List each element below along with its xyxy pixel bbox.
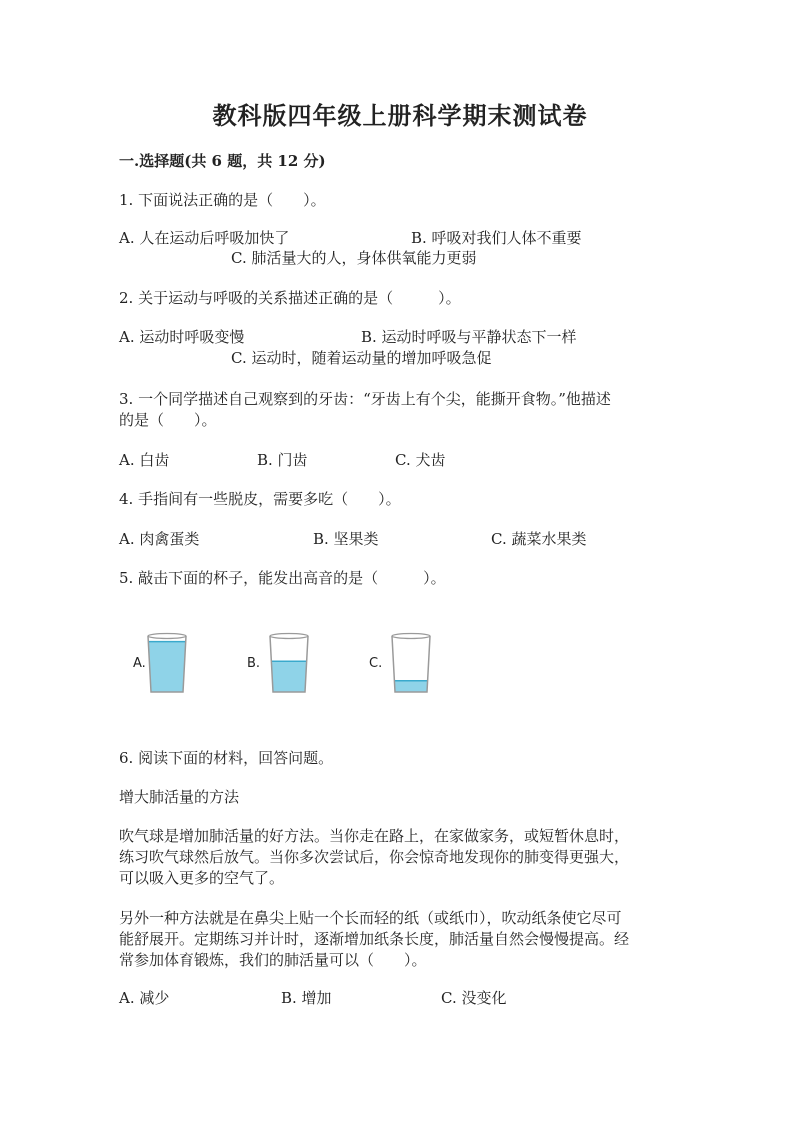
glass-rim [270,634,308,639]
q4-option-c[interactable]: C. 蔬菜水果类 [491,530,587,548]
glass-rim [392,634,430,639]
q3-stem-line1: 3. 一个同学描述自己观察到的牙齿：“牙齿上有个尖，能撕开食物。”他描述 [119,390,611,408]
q2-option-b[interactable]: B. 运动时呼吸与平静状态下一样 [361,328,577,346]
q6-stem: 6. 阅读下面的材料，回答问题。 [119,749,334,767]
q6-option-a[interactable]: A. 减少 [119,989,170,1007]
q3-stem-line2: 的是（ ）。 [119,411,217,429]
q6-option-c[interactable]: C. 没变化 [441,989,507,1007]
q2-option-a[interactable]: A. 运动时呼吸变慢 [119,328,245,346]
q1-stem: 1. 下面说法正确的是（ ）。 [119,191,326,209]
q3-option-c[interactable]: C. 犬齿 [395,451,446,469]
q2-stem: 2. 关于运动与呼吸的关系描述正确的是（ ）。 [119,289,461,307]
q1-option-c[interactable]: C. 肺活量大的人，身体供氧能力更弱 [231,249,477,267]
q4-stem: 4. 手指间有一些脱皮，需要多吃（ ）。 [119,490,401,508]
glass-c-label[interactable]: C. [369,656,383,671]
passage-p1-line2: 练习吹气球然后放气。当你多次尝试后，你会惊奇地发现你的肺变得更强大， [119,848,630,866]
glass-a-label[interactable]: A. [133,656,146,671]
glass-b-label[interactable]: B. [247,656,261,671]
water [394,681,427,692]
passage-p1-line3: 可以吸入更多的空气了。 [119,869,285,887]
glass-c[interactable] [392,634,430,693]
q6-option-b[interactable]: B. 增加 [281,989,332,1007]
passage-p1-line1: 吹气球是增加肺活量的好方法。当你走在路上，在家做家务，或短暂休息时， [119,827,630,845]
water [148,642,185,692]
passage-p2-line1: 另外一种方法就是在鼻尖上贴一个长而轻的纸（或纸巾），吹动纸条使它尽可 [119,909,622,927]
q2-option-c[interactable]: C. 运动时，随着运动量的增加呼吸急促 [231,349,492,367]
passage-p2-line2: 能舒展开。定期练习并计时，逐渐增加纸条长度，肺活量自然会慢慢提高。经 [119,930,630,948]
page-title: 教科版四年级上册科学期末测试卷 [212,101,588,130]
q3-option-a[interactable]: A. 白齿 [119,451,170,469]
glass-a[interactable] [148,634,186,693]
section-heading: 一.选择题(共 6 题，共 12 分) [119,152,326,170]
q1-option-a[interactable]: A. 人在运动后呼吸加快了 [119,229,290,247]
q1-option-b[interactable]: B. 呼吸对我们人体不重要 [411,229,582,247]
q4-option-b[interactable]: B. 坚果类 [313,530,379,548]
passage-title: 增大肺活量的方法 [119,788,240,806]
water [271,661,306,692]
glass-rim [148,634,186,639]
q5-stem: 5. 敲击下面的杯子，能发出高音的是（ ）。 [119,569,446,587]
glasses-illustration [140,630,450,700]
q3-option-b[interactable]: B. 门齿 [257,451,308,469]
q4-option-a[interactable]: A. 肉禽蛋类 [119,530,200,548]
passage-p2-line3: 常参加体育锻炼，我们的肺活量可以（ ）。 [119,951,427,969]
glass-b[interactable] [270,634,308,693]
